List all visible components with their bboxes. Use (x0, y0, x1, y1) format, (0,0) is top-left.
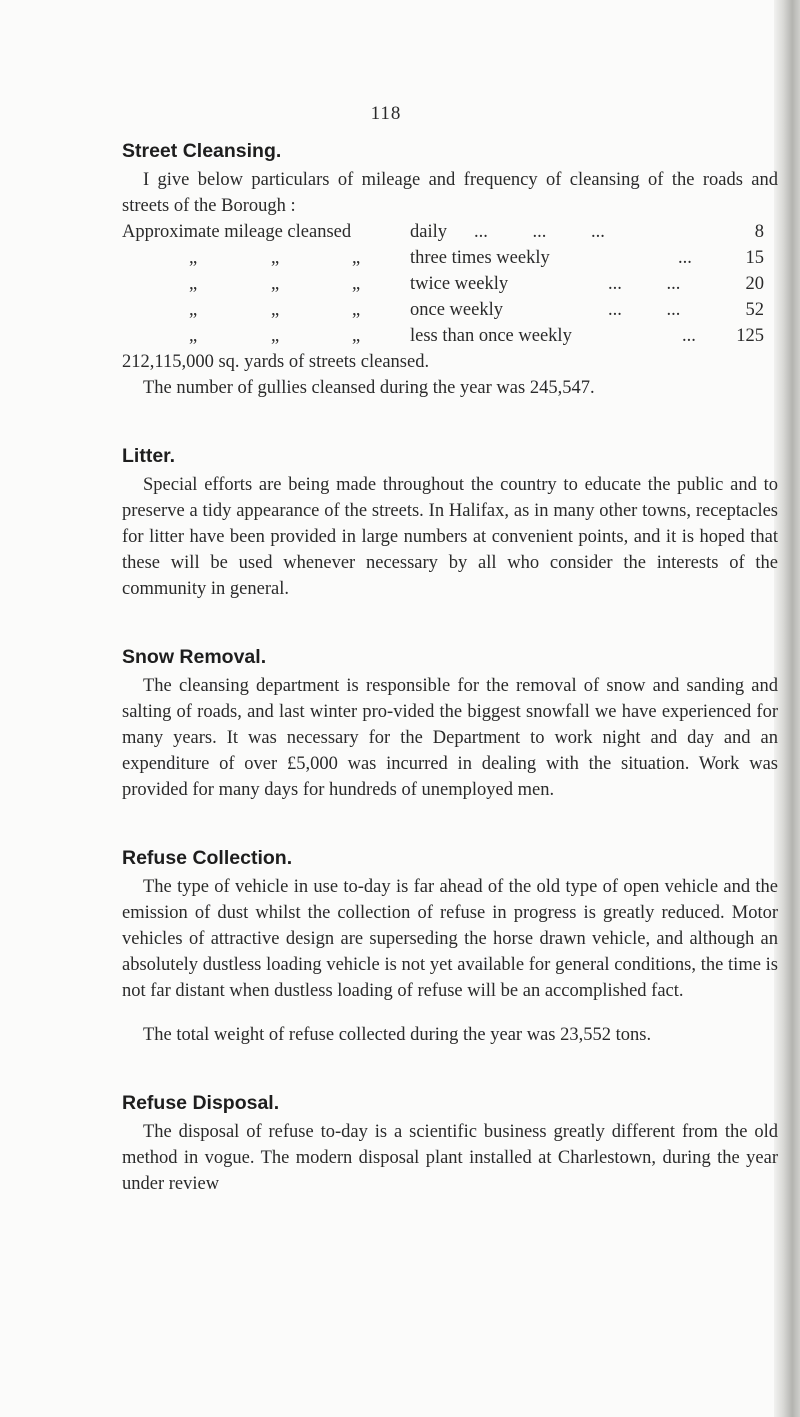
leader-dots: ... (682, 326, 696, 346)
mileage-lead: Approximate mileage cleansed (122, 222, 352, 242)
ditto-mark: „ (271, 326, 280, 346)
mileage-value: 52 (745, 300, 764, 320)
mileage-row (122, 323, 778, 349)
section-heading: Snow Removal. (122, 646, 267, 668)
page-number: 118 (370, 103, 402, 124)
mileage-desc: twice weekly (410, 274, 509, 294)
section-heading: Street Cleansing. (122, 140, 282, 162)
mileage-value: 8 (754, 222, 764, 242)
paragraph: 212,115,000 sq. yards of streets cleansed. (122, 352, 430, 372)
ditto-mark: „ (189, 300, 198, 320)
ditto-mark: „ (189, 326, 198, 346)
section-refuse-collection (122, 847, 778, 1048)
paragraph: The cleansing department is responsible for the removal of snow and sanding and salting of roads, and last winter pro-vided the biggest snowfall we have experienced for many years. It was necessary for the Department to work night and day and an expenditure of over £5,000 was incurred in dealing with the situation. Work was provided for many days for hundreds of unemployed men. (122, 676, 778, 800)
section-refuse-disposal (122, 1092, 778, 1197)
ditto-mark: „ (352, 274, 361, 294)
ditto-mark: „ (271, 300, 280, 320)
paragraph: The number of gullies cleansed during the year was 245,547. (143, 378, 595, 398)
leader-dots: ... ... ... (474, 222, 605, 242)
mileage-row (122, 297, 778, 323)
paragraph: I give below particulars of mileage and frequency of cleansing of the roads and streets of the Borough : (122, 170, 778, 216)
mileage-desc: three times weekly (410, 248, 550, 268)
ditto-mark: „ (352, 248, 361, 268)
section-street-cleansing (122, 140, 778, 401)
ditto-mark: „ (352, 326, 361, 346)
mileage-table (122, 219, 778, 349)
mileage-desc: daily (410, 222, 447, 242)
paragraph: The total weight of refuse collected during the year was 23,552 tons. (143, 1025, 652, 1045)
document-body (122, 140, 778, 1197)
section-snow-removal (122, 646, 778, 803)
paragraph: Special efforts are being made throughout the country to educate the public and to preserve a tidy appearance of the streets. In Halifax, as in many other towns, receptacles for litter have been provided in large numbers at convenient points, and it is hoped that these will be used whenever necessary by all who consider the interests of the community in general. (122, 475, 778, 599)
ditto-mark: „ (189, 274, 198, 294)
ditto-mark: „ (352, 300, 361, 320)
ditto-mark: „ (271, 248, 280, 268)
section-litter (122, 445, 778, 602)
paragraph: The type of vehicle in use to-day is far ahead of the old type of open vehicle and the emission of dust whilst the collection of refuse in progress is greatly reduced. Motor vehicles of attractive design are superseding the horse drawn vehicle, and although an absolutely dustless loading vehicle is not yet available for general conditions, the time is not far distant when dustless loading of refuse will be an accomplished fact. (122, 877, 778, 1001)
leader-dots: ... (678, 248, 692, 268)
ditto-mark: „ (189, 248, 198, 268)
mileage-desc: once weekly (410, 300, 503, 320)
leader-dots: ... ... (608, 300, 681, 320)
section-heading: Refuse Disposal. (122, 1092, 280, 1114)
mileage-desc: less than once weekly (410, 326, 572, 346)
section-heading: Refuse Collection. (122, 847, 293, 869)
mileage-row (122, 271, 778, 297)
mileage-value: 15 (745, 248, 764, 268)
mileage-row (122, 245, 778, 271)
mileage-value: 20 (745, 274, 764, 294)
ditto-mark: „ (271, 274, 280, 294)
section-heading: Litter. (122, 445, 176, 467)
paragraph: The disposal of refuse to-day is a scientific business greatly different from the old method in vogue. The modern disposal plant installed at Charlestown, during the year under review (122, 1122, 778, 1194)
mileage-row (122, 219, 778, 245)
leader-dots: ... ... (608, 274, 681, 294)
mileage-value: 125 (736, 326, 764, 346)
